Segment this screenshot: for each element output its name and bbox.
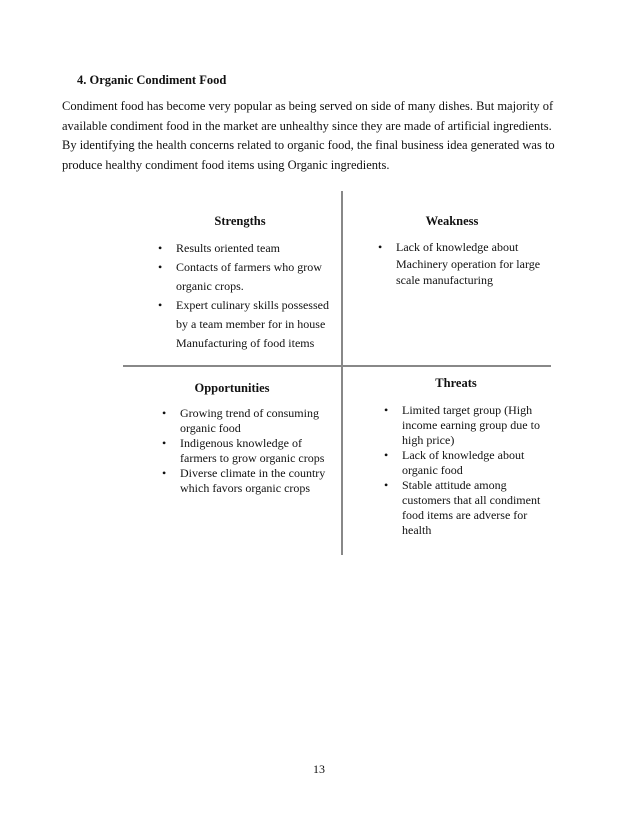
intro-paragraph: Condiment food has become very popular as being served on side of many dishes. But majority of available condiment food in the market are unhealthy since they are made of artificial ingredients. By identifying the health concerns related to organic food, the final business idea generated was to produce healthy condiment food items using Organic ingredients.	[62, 99, 555, 172]
strengths-item	[156, 258, 340, 296]
bullet-icon: •	[384, 403, 389, 417]
bullet-icon: •	[162, 466, 167, 480]
bullet-text: Lack of knowledge about organic food	[402, 448, 525, 477]
bullet-icon: •	[384, 478, 389, 492]
section-heading: 4. Organic Condiment Food	[77, 73, 227, 87]
opportunities-item	[160, 406, 338, 436]
bullet-text: Growing trend of consuming organic food	[180, 406, 319, 435]
strengths-list	[156, 239, 340, 353]
bullet-text: Lack of knowledge about Machinery operation for large scale manufacturing	[396, 240, 541, 287]
bullet-text: Indigenous knowledge of farmers to grow organic crops	[180, 436, 325, 465]
bullet-icon: •	[158, 298, 163, 312]
bullet-icon: •	[158, 241, 163, 255]
strengths-title: Strengths	[214, 214, 266, 228]
bullet-icon: •	[162, 406, 167, 420]
swot-horizontal-divider	[123, 365, 551, 367]
bullet-text: Diverse climate in the country which favors organic crops	[180, 466, 326, 495]
opportunities-item	[160, 436, 338, 466]
bullet-icon: •	[378, 240, 383, 254]
swot-vertical-divider	[341, 191, 343, 555]
bullet-icon: •	[158, 260, 163, 274]
strengths-item	[156, 239, 340, 258]
opportunities-title: Opportunities	[194, 381, 270, 395]
bullet-icon: •	[162, 436, 167, 450]
threats-list	[382, 403, 554, 538]
threats-item	[382, 448, 554, 478]
threats-title: Threats	[435, 376, 477, 390]
strengths-item	[156, 296, 340, 353]
weakness-item	[376, 239, 548, 289]
bullet-text: Expert culinary skills possessed by a team member for in house Manufacturing of food items	[176, 298, 329, 350]
threats-item	[382, 403, 554, 448]
bullet-text: Contacts of farmers who grow organic crops.	[176, 260, 322, 293]
opportunities-list	[160, 406, 338, 496]
weakness-title: Weakness	[425, 214, 479, 228]
page-number: 13	[313, 762, 325, 776]
bullet-text: Stable attitude among customers that all condiment food items are adverse for health	[402, 478, 541, 537]
bullet-text: Results oriented team	[176, 241, 280, 255]
bullet-text: Limited target group (High income earning group due to high price)	[402, 403, 540, 447]
weakness-list	[376, 239, 548, 289]
opportunities-item	[160, 466, 338, 496]
threats-item	[382, 478, 554, 538]
bullet-icon: •	[384, 448, 389, 462]
